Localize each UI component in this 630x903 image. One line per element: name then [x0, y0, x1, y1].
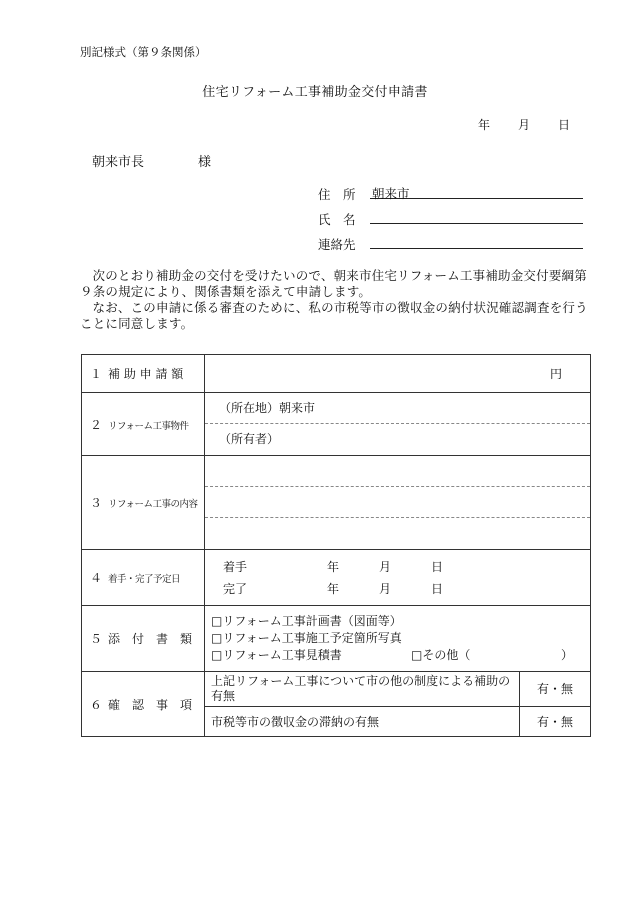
- work-content-cell: [205, 456, 591, 550]
- attachment-other-checkbox[interactable]: □その他（: [411, 648, 471, 662]
- address-label: 住 所: [318, 187, 356, 202]
- schedule-cell[interactable]: [205, 550, 591, 606]
- address-field[interactable]: [370, 182, 583, 199]
- table-row-property: [82, 393, 591, 456]
- confirmation-inner: [205, 672, 590, 736]
- page-title: 住宅リフォーム工事補助金交付申請書: [202, 85, 428, 100]
- label-work-content: [82, 456, 205, 550]
- table-row-attachments: [82, 606, 591, 672]
- date-month-label: 月: [518, 118, 531, 132]
- date-day-label: 日: [558, 118, 571, 132]
- row-label: 添 付 書 類: [108, 632, 193, 646]
- table-row-subsidy-amount: [82, 355, 591, 393]
- application-statement: [80, 268, 595, 332]
- addressee-honorific: 様: [198, 155, 212, 170]
- start-month: 月: [379, 559, 392, 574]
- answer-other-subsidy[interactable]: 有・無: [520, 672, 591, 706]
- label-confirmation: [82, 672, 205, 737]
- name-field[interactable]: [370, 207, 583, 224]
- property-cell: [205, 393, 591, 456]
- work-content-line-3[interactable]: [205, 518, 590, 549]
- table-row-schedule: [82, 550, 591, 606]
- start-date-line: [223, 556, 590, 578]
- row-label: 確 認 事 項: [108, 697, 193, 712]
- property-location-field[interactable]: [205, 393, 590, 424]
- start-year: 年: [327, 559, 340, 574]
- subsidy-amount-field[interactable]: [205, 355, 591, 393]
- confirmation-cell: [205, 672, 591, 737]
- form-reference: 別記様式（第９条関係）: [80, 45, 207, 59]
- other-close-paren: ）: [561, 648, 574, 662]
- application-table: [81, 354, 591, 737]
- start-day: 日: [431, 559, 444, 574]
- row-label: 補 助 申 請 額: [108, 367, 184, 381]
- label-subsidy-amount: [82, 355, 205, 393]
- label-property: [82, 393, 205, 456]
- attachment-estimate-checkbox[interactable]: □リフォーム工事見積書: [211, 648, 342, 662]
- name-label: 氏 名: [318, 212, 356, 227]
- question-tax-arrears: 市税等市の徴収金の滞納の有無: [205, 706, 520, 736]
- contact-label: 連絡先: [318, 237, 356, 252]
- table-row-confirmation: [82, 672, 591, 737]
- attachments-cell: [205, 606, 591, 672]
- end-year: 年: [327, 581, 340, 596]
- answer-tax-arrears[interactable]: 有・無: [536, 714, 573, 729]
- property-owner-field[interactable]: [205, 424, 590, 455]
- row-label: リフォーム工事の内容: [108, 499, 198, 510]
- row-number: ４: [90, 571, 103, 585]
- end-date-line: [223, 578, 590, 600]
- date-year-label: 年: [478, 118, 491, 132]
- statement-paragraph-2: なお、この申請に係る審査のために、私の市税等市の徴収金の納付状況確認調査を行うことに同意します。: [80, 300, 588, 331]
- end-month: 月: [379, 581, 392, 596]
- row-number: ３: [90, 496, 103, 510]
- addressee-name: 朝来市長: [92, 155, 145, 170]
- label-attachments: [82, 606, 205, 672]
- row-label: リフォーム工事物件: [108, 420, 189, 432]
- row-number: １: [90, 367, 103, 381]
- row-label: 着手・完了予定日: [108, 574, 181, 585]
- question-other-subsidy: 上記リフォーム工事について市の他の制度による補助の有無: [205, 672, 520, 706]
- owner-label: （所有者）: [219, 432, 280, 446]
- row-number: ２: [90, 417, 103, 432]
- work-content-line-1[interactable]: [205, 456, 590, 487]
- statement-paragraph-1: 次のとおり補助金の交付を受けたいので、朝来市住宅リフォーム工事補助金交付要綱第９条の規定により、関係書類を添えて申請します。: [80, 268, 587, 299]
- address-value: 朝来市: [372, 186, 410, 201]
- yen-unit: 円: [549, 367, 562, 381]
- label-schedule: [82, 550, 205, 606]
- row-number: ６: [90, 697, 103, 712]
- end-day: 日: [431, 581, 444, 596]
- table-row-work-content: [82, 456, 591, 550]
- contact-field[interactable]: [370, 232, 583, 249]
- location-label: （所在地）朝来市: [219, 401, 316, 415]
- start-label: 着手: [223, 559, 248, 574]
- attachment-estimate-row: [211, 647, 590, 664]
- row-number: ５: [90, 632, 103, 646]
- end-label: 完了: [223, 581, 248, 596]
- attachment-plan-checkbox[interactable]: □リフォーム工事計画書（図面等）: [211, 614, 402, 628]
- work-content-line-2[interactable]: [205, 487, 590, 518]
- attachment-photo-checkbox[interactable]: □リフォーム工事施工予定箇所写真: [211, 631, 402, 645]
